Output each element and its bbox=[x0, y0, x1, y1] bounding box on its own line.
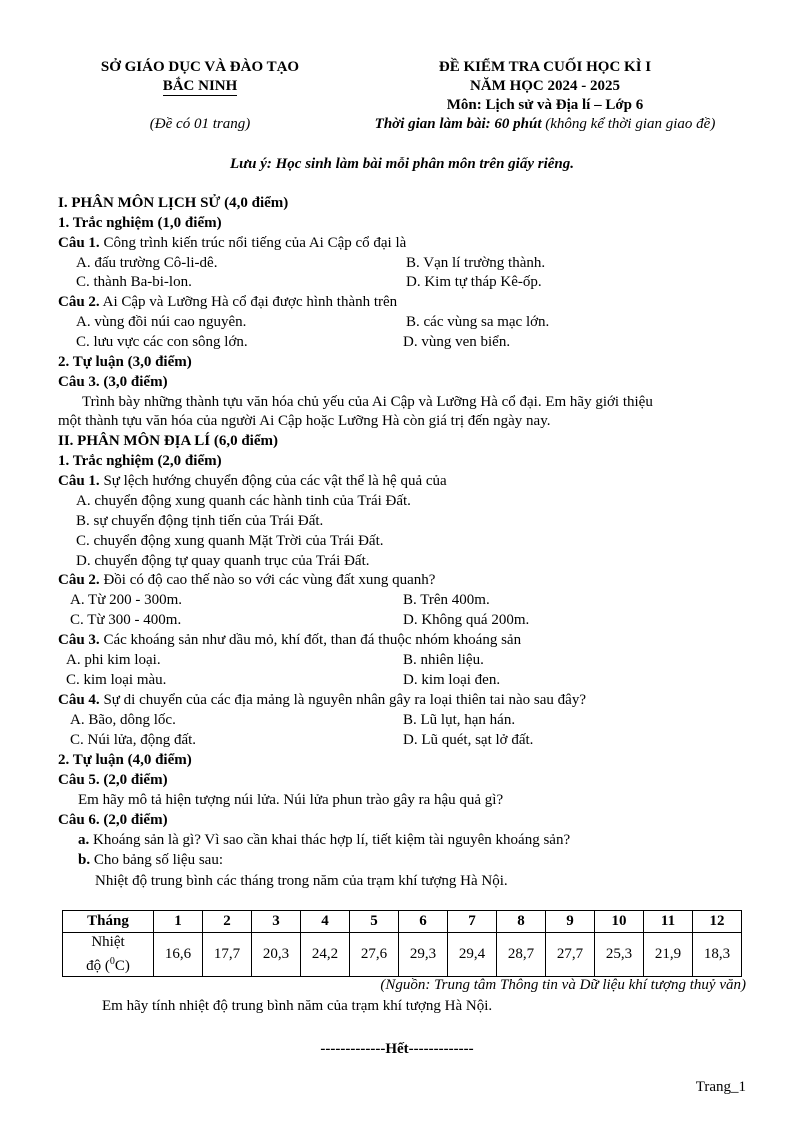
header-left bbox=[60, 58, 340, 134]
exam-title: ĐỀ KIỂM TRA CUỐI HỌC KÌ I bbox=[438, 59, 652, 75]
history-mc-title: 1. Trắc nghiệm (1,0 điểm) bbox=[58, 215, 222, 231]
history-q1-option-d: D. Kim tự tháp Kê-ốp. bbox=[406, 274, 542, 290]
department-name: SỞ GIÁO DỤC VÀ ĐÀO TẠO bbox=[100, 59, 300, 75]
geography-q3-option-a: A. phi kim loại. bbox=[66, 652, 161, 668]
history-q1-option-b: B. Vạn lí trường thành. bbox=[406, 255, 546, 271]
history-q1-option-a: A. đấu trường Cô-li-dê. bbox=[76, 255, 218, 271]
month-cell: 1 bbox=[154, 911, 203, 933]
geography-q5-label: Câu 5. (2,0 điểm) bbox=[58, 772, 168, 788]
header-right bbox=[345, 58, 745, 134]
table-header-row bbox=[63, 911, 742, 933]
month-cell: 12 bbox=[693, 911, 742, 933]
geography-q3-option-c: C. kim loại màu. bbox=[66, 672, 167, 688]
geography-q3-option-d: D. kim loại đen. bbox=[403, 672, 501, 688]
history-q2-option-d: D. vùng ven biển. bbox=[403, 334, 511, 350]
geography-q2-option-b: B. Trên 400m. bbox=[403, 592, 490, 608]
month-cell: 8 bbox=[497, 911, 546, 933]
history-q3-line1: Trình bày những thành tựu văn hóa chủ yếu của Ai Cập và Lưỡng Hà cổ đại. Em hãy giới thiệu bbox=[82, 394, 653, 410]
geography-essay-title: 2. Tự luận (4,0 điểm) bbox=[58, 752, 192, 768]
history-q2: Câu 2. Ai Cập và Lưỡng Hà cổ đại được hình thành trên bbox=[58, 294, 398, 310]
geography-q6-label: Câu 6. (2,0 điểm) bbox=[58, 812, 168, 828]
temperature-cell: 25,3 bbox=[595, 933, 644, 977]
table-caption: Nhiệt độ trung bình các tháng trong năm của trạm khí tượng Hà Nội. bbox=[95, 873, 508, 889]
geography-q4-option-a: A. Bão, dông lốc. bbox=[70, 712, 176, 728]
geography-q1: Câu 1. Sự lệch hướng chuyển động của các vật thể là hệ quả của bbox=[58, 473, 447, 489]
geography-q2-option-a: A. Từ 200 - 300m. bbox=[70, 592, 183, 608]
geography-mc-title: 1. Trắc nghiệm (2,0 điểm) bbox=[58, 453, 222, 469]
geography-q2: Câu 2. Đồi có độ cao thế nào so với các vùng đất xung quanh? bbox=[58, 572, 436, 588]
notice: Lưu ý: Học sinh làm bài mỗi phân môn trên giấy riêng. bbox=[229, 156, 575, 172]
geography-q5-text: Em hãy mô tả hiện tượng núi lửa. Núi lửa phun trào gây ra hậu quả gì? bbox=[78, 792, 504, 808]
geography-q1-option-b: B. sự chuyển động tịnh tiến của Trái Đất. bbox=[76, 513, 324, 529]
geography-q2-option-c: C. Từ 300 - 400m. bbox=[70, 612, 182, 628]
month-header-cell: Tháng bbox=[63, 911, 154, 933]
history-q1-option-c: C. thành Ba-bi-lon. bbox=[76, 274, 192, 290]
history-q2-option-b: B. các vùng sa mạc lớn. bbox=[406, 314, 550, 330]
table-value-row bbox=[63, 933, 742, 977]
geography-q6a: a. Khoáng sản là gì? Vì sao cần khai thác hợp lí, tiết kiệm tài nguyên khoáng sản? bbox=[78, 832, 571, 848]
geography-q2-option-d: D. Không quá 200m. bbox=[403, 612, 530, 628]
temperature-header-cell: Nhiệt độ ($^0$C) bbox=[63, 933, 154, 977]
month-cell: 9 bbox=[546, 911, 595, 933]
geography-q4-option-b: B. Lũ lụt, hạn hán. bbox=[403, 712, 516, 728]
temperature-cell: 29,3 bbox=[399, 933, 448, 977]
temperature-cell: 20,3 bbox=[252, 933, 301, 977]
month-cell: 5 bbox=[350, 911, 399, 933]
geography-q6b: b. Cho bảng số liệu sau: bbox=[78, 852, 223, 868]
temperature-cell: 18,3 bbox=[693, 933, 742, 977]
history-essay-title: 2. Tự luận (3,0 điểm) bbox=[58, 354, 192, 370]
geography-q4: Câu 4. Sự di chuyển của các địa mảng là nguyên nhân gây ra loại thiên tai nào sau đây? bbox=[58, 692, 586, 708]
temperature-cell: 24,2 bbox=[301, 933, 350, 977]
geography-title: II. PHÂN MÔN ĐỊA LÍ (6,0 điểm) bbox=[58, 433, 278, 449]
history-q2-option-a: A. vùng đồi núi cao nguyên. bbox=[76, 314, 247, 330]
time-note: (không kể thời gian giao đề) bbox=[545, 116, 716, 132]
geography-q4-option-c: C. Núi lửa, động đất. bbox=[70, 732, 197, 748]
temperature-cell: 16,6 bbox=[154, 933, 203, 977]
page-number: Trang_1 bbox=[695, 1079, 746, 1095]
history-q3-label: Câu 3. (3,0 điểm) bbox=[58, 374, 168, 390]
geography-q3-option-b: B. nhiên liệu. bbox=[403, 652, 484, 668]
temperature-cell: 27,6 bbox=[350, 933, 399, 977]
geography-q4-option-d: D. Lũ quét, sạt lở đất. bbox=[403, 732, 534, 748]
province-name: BẮC NINH bbox=[162, 78, 238, 94]
history-q1: Câu 1. Công trình kiến trúc nổi tiếng của Ai Cập cổ đại là bbox=[58, 235, 407, 251]
source-note: (Nguồn: Trung tâm Thông tin và Dữ liệu khí tượng thuỷ văn) bbox=[380, 977, 746, 993]
month-cell: 4 bbox=[301, 911, 350, 933]
temperature-cell: 21,9 bbox=[644, 933, 693, 977]
geography-q6-question: Em hãy tính nhiệt độ trung bình năm của trạm khí tượng Hà Nội. bbox=[102, 998, 493, 1014]
month-cell: 11 bbox=[644, 911, 693, 933]
temperature-cell: 29,4 bbox=[448, 933, 497, 977]
page-count-note: (Đề có 01 trang) bbox=[149, 116, 251, 132]
temperature-table bbox=[62, 910, 742, 977]
geography-q1-option-a: A. chuyển động xung quanh các hành tinh của Trái Đất. bbox=[76, 493, 411, 509]
subject-line: Môn: Lịch sử và Địa lí – Lớp 6 bbox=[446, 97, 644, 113]
geography-q3: Câu 3. Các khoáng sản như dầu mỏ, khí đốt, than đá thuộc nhóm khoáng sản bbox=[58, 632, 522, 648]
month-cell: 7 bbox=[448, 911, 497, 933]
history-q3-line2: một thành tựu văn hóa của người Ai Cập hoặc Lưỡng Hà còn giá trị đến ngày nay. bbox=[58, 413, 551, 429]
history-q2-option-c: C. lưu vực các con sông lớn. bbox=[76, 334, 248, 350]
temperature-cell: 17,7 bbox=[203, 933, 252, 977]
month-cell: 10 bbox=[595, 911, 644, 933]
geography-q1-option-c: C. chuyển động xung quanh Mặt Trời của Trái Đất. bbox=[76, 533, 384, 549]
temperature-cell: 27,7 bbox=[546, 933, 595, 977]
history-title: I. PHÂN MÔN LỊCH SỬ (4,0 điểm) bbox=[58, 195, 289, 211]
end-mark: -------------Hết------------- bbox=[320, 1041, 474, 1057]
time-label: Thời gian làm bài: 60 phút bbox=[374, 116, 542, 132]
school-year: NĂM HỌC 2024 - 2025 bbox=[470, 78, 620, 94]
month-cell: 2 bbox=[203, 911, 252, 933]
month-cell: 6 bbox=[399, 911, 448, 933]
geography-q1-option-d: D. chuyển động tự quay quanh trục của Trái Đất. bbox=[76, 553, 370, 569]
month-cell: 3 bbox=[252, 911, 301, 933]
temperature-cell: 28,7 bbox=[497, 933, 546, 977]
